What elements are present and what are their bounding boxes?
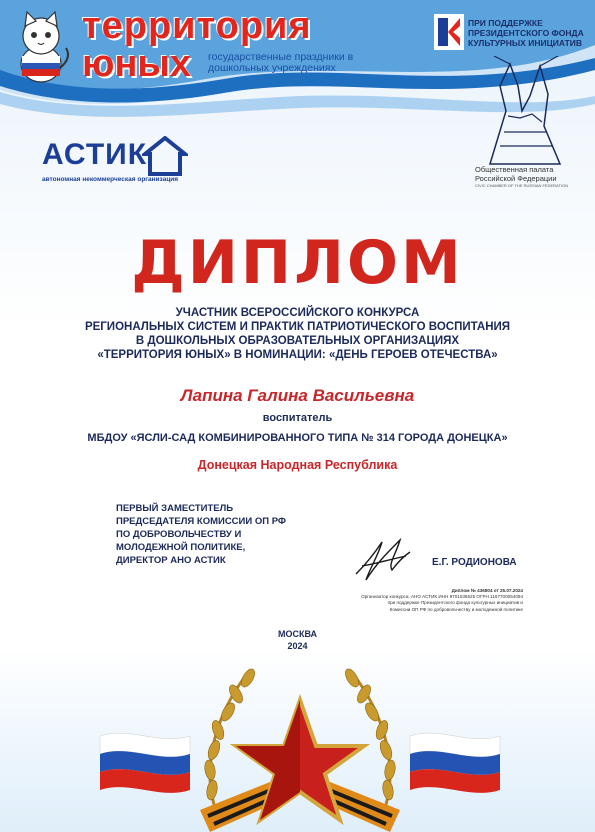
civic-chamber-name-en: CIVIC CHAMBER OF THE RUSSIAN FEDERATION: [475, 183, 568, 188]
recipient-name: Лапина Галина Васильевна: [180, 386, 415, 405]
issue-place-date: [0, 628, 595, 652]
civic-chamber-monument-icon: [470, 56, 578, 166]
diploma-description: [30, 306, 565, 362]
signer-title-line: МОЛОДЕЖНОЙ ПОЛИТИКЕ,: [116, 542, 246, 553]
diploma-title: ДИПЛОМ: [131, 228, 464, 298]
civic-chamber-name: Общественная палата Российской Федерации: [475, 165, 557, 183]
brand-title-line2: юных: [82, 43, 191, 85]
description-line: В ДОШКОЛЬНЫХ ОБРАЗОВАТЕЛЬНЫХ ОРГАНИЗАЦИЯХ: [135, 335, 460, 347]
description-line: «ТЕРРИТОРИЯ ЮНЫХ» В НОМИНАЦИИ: «ДЕНЬ ГЕРОЕВ ОТЕЧЕСТВА»: [97, 349, 498, 361]
brand-subtitle: государственные праздники в дошкольных учреждениях: [208, 51, 354, 74]
signer-title-line: ПО ДОБРОВОЛЬЧЕСТВУ И: [116, 529, 242, 540]
astik-subtitle: автономная некоммерческая организация: [42, 176, 179, 183]
fine-print-line: Организатор конкурса: АНО АСТИК ИНН 9701036525 ОГРН 1167700054094: [361, 594, 523, 600]
fine-print-line: Комиссии ОП РФ по добровольчеству и молодежной политике: [389, 606, 523, 612]
fund-support-text: ПРИ ПОДДЕРЖКЕ ПРЕЗИДЕНТСКОГО ФОНДА КУЛЬТУРНЫХ ИНИЦИАТИВ: [468, 18, 584, 48]
recipient-region: Донецкая Народная Республика: [197, 458, 398, 472]
brand-title-line1: территория: [82, 5, 312, 47]
presidential-fund-logo-icon: [434, 14, 464, 50]
fine-print-line: при поддержке Президентского фонда культурных инициатив и: [387, 600, 523, 606]
description-line: РЕГИОНАЛЬНЫХ СИСТЕМ И ПРАКТИК ПАТРИОТИЧЕСКОГО ВОСПИТАНИЯ: [84, 321, 511, 333]
victory-emblem: [90, 660, 510, 832]
issue-year: 2024: [287, 641, 308, 651]
description-line: УЧАСТНИК ВСЕРОССИЙСКОГО КОНКУРСА: [175, 307, 420, 319]
astik-logo: АСТИК: [42, 138, 148, 171]
signer-title: [116, 502, 356, 567]
flag-left-icon: [100, 733, 190, 793]
astik-house-icon: [142, 136, 188, 176]
flag-right-icon: [410, 733, 500, 793]
signer-name: Е.Г. РОДИОНОВА: [432, 557, 517, 568]
cat-mascot-icon: [8, 8, 74, 84]
signer-title-line: ПЕРВЫЙ ЗАМЕСТИТЕЛЬ: [116, 503, 234, 514]
fine-print-line: Диплом № 436804 от 25.07.2024: [451, 588, 523, 593]
recipient-role: воспитатель: [262, 412, 333, 424]
issue-city: МОСКВА: [277, 629, 318, 639]
civic-chamber-caption: [475, 166, 585, 188]
signer-title-line: ДИРЕКТОР АНО АСТИК: [116, 555, 226, 566]
handwritten-signature: [352, 534, 414, 584]
fine-print: [330, 588, 523, 613]
signer-title-line: ПРЕДСЕДАТЕЛЯ КОМИССИИ ОП РФ: [116, 516, 287, 527]
recipient-organization: МБДОУ «ЯСЛИ-САД КОМБИНИРОВАННОГО ТИПА № 314 ГОРОДА ДОНЕЦКА»: [87, 432, 508, 444]
